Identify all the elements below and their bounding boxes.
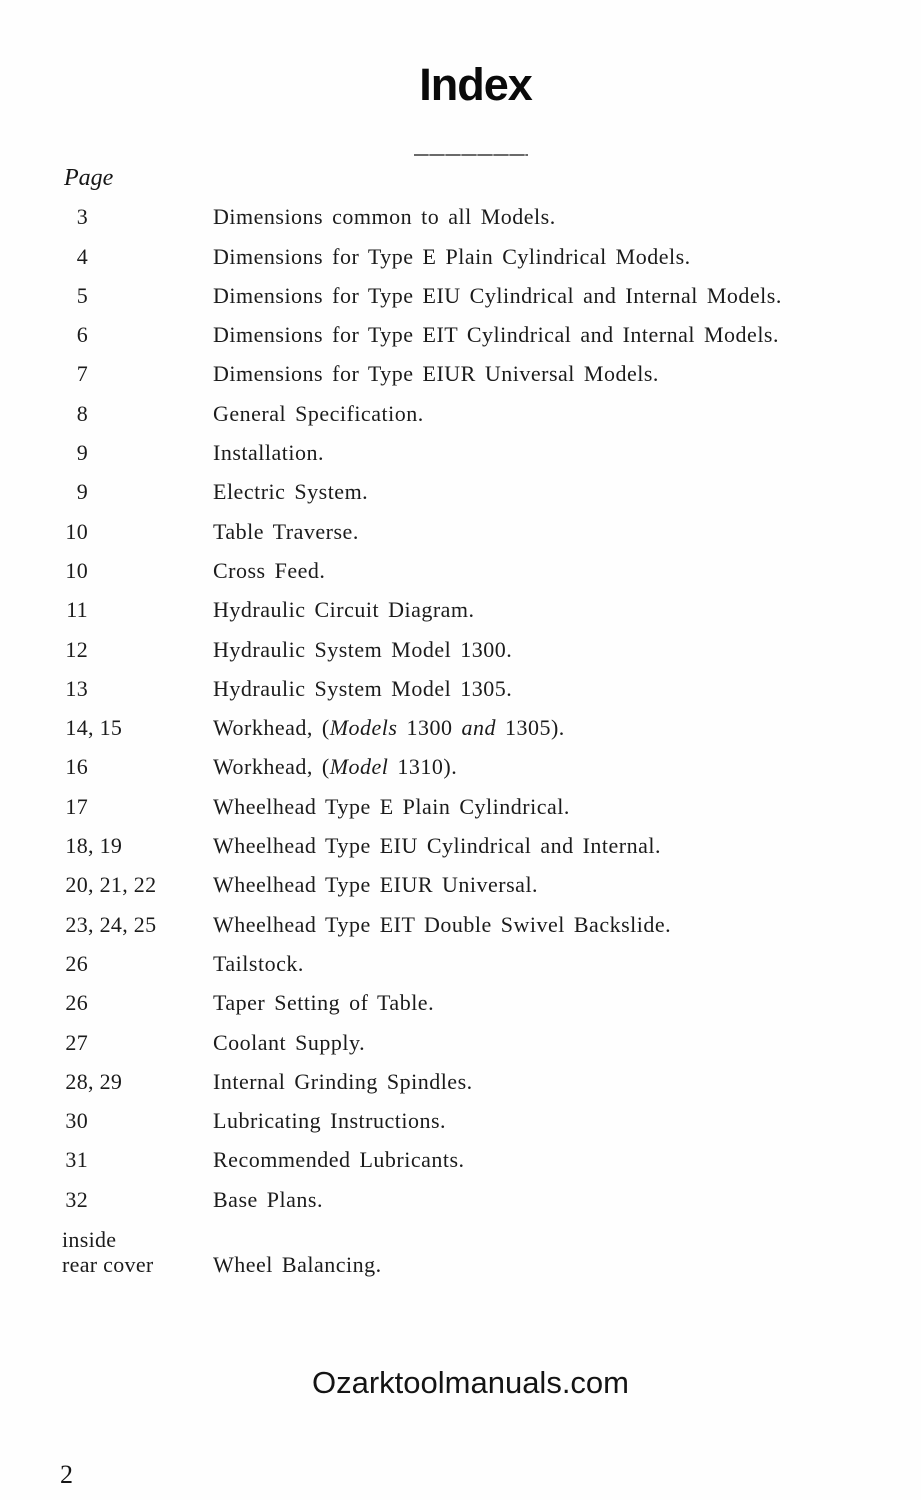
entry-pages: 20, 21, 22 <box>65 872 157 898</box>
index-entry <box>62 1188 881 1212</box>
title-divider <box>414 154 528 156</box>
entry-title: Tailstock. <box>213 950 304 976</box>
entry-title: Workhead, (Models 1300 and 1305). <box>213 715 565 741</box>
index-entry <box>62 638 881 662</box>
index-entry <box>62 598 881 622</box>
index-entry <box>62 205 881 229</box>
entry-pages: 16 <box>65 754 88 780</box>
entry-title: Hydraulic Circuit Diagram. <box>213 597 475 623</box>
index-list <box>0 205 921 1277</box>
index-entry <box>62 284 881 308</box>
entry-pages: 5 <box>76 282 88 308</box>
entry-title: Recommended Lubricants. <box>213 1147 465 1173</box>
entry-title: Cross Feed. <box>213 557 326 583</box>
entry-title: Workhead, (Model 1310). <box>213 754 458 780</box>
index-entry <box>62 245 881 269</box>
watermark-text: Ozarktoolmanuals.com <box>311 1365 629 1400</box>
entry-pages: 18, 19 <box>65 833 123 859</box>
index-entry <box>62 1109 881 1133</box>
entry-title: Wheelhead Type E Plain Cylindrical. <box>213 793 570 819</box>
entry-title: Internal Grinding Spindles. <box>213 1068 473 1094</box>
entry-pages: 32 <box>65 1186 88 1212</box>
entry-pages: 9 <box>76 479 88 505</box>
entry-pages: 3 <box>76 204 88 230</box>
index-entry <box>62 480 881 504</box>
entry-title: Hydraulic System Model 1305. <box>213 675 513 701</box>
entry-pages: 14, 15 <box>65 715 123 741</box>
entry-pages: 28, 29 <box>65 1068 123 1094</box>
index-entry <box>62 716 881 740</box>
entry-pages: 7 <box>76 361 88 387</box>
index-entry <box>62 362 881 386</box>
entry-title: General Specification. <box>213 400 424 426</box>
index-entry <box>62 873 881 897</box>
index-entry <box>62 559 881 583</box>
entry-title: Dimensions for Type EIUR Universal Models. <box>213 361 659 387</box>
entry-pages: 26 <box>65 950 88 976</box>
index-entry <box>62 1070 881 1094</box>
index-entry <box>62 441 881 465</box>
index-entry <box>62 1031 881 1055</box>
entry-pages: 10 <box>65 557 88 583</box>
entry-pages: 17 <box>65 793 88 819</box>
entry-title: Electric System. <box>213 479 369 505</box>
page-title: Index <box>419 59 532 110</box>
page-number: 2 <box>60 1460 73 1489</box>
entry-title: Taper Setting of Table. <box>213 990 435 1016</box>
entry-pages: 12 <box>65 636 88 662</box>
entry-pages: 8 <box>76 400 88 426</box>
entry-pages: inside rear cover <box>62 1227 154 1278</box>
entry-title: Dimensions for Type E Plain Cylindrical Models. <box>213 243 691 269</box>
entry-title: Wheelhead Type EIU Cylindrical and Internal. <box>213 833 662 859</box>
entry-pages: 13 <box>65 675 88 701</box>
index-entry <box>62 795 881 819</box>
entry-pages: 6 <box>76 322 88 348</box>
page-column-header: Page <box>64 165 114 191</box>
index-entry <box>62 913 881 937</box>
index-entry <box>62 952 881 976</box>
entry-title: Lubricating Instructions. <box>213 1108 447 1134</box>
entry-pages: 31 <box>65 1147 88 1173</box>
entry-pages: 30 <box>65 1108 88 1134</box>
entry-title: Coolant Supply. <box>213 1029 366 1055</box>
entry-pages: 11 <box>66 597 88 623</box>
entry-title: Dimensions for Type EIT Cylindrical and Internal Models. <box>213 322 779 348</box>
entry-pages: 23, 24, 25 <box>65 911 157 937</box>
index-entry <box>62 520 881 544</box>
entry-pages: 27 <box>65 1029 88 1055</box>
entry-pages: 4 <box>76 243 88 269</box>
entry-title: Hydraulic System Model 1300. <box>213 636 513 662</box>
entry-title: Wheelhead Type EIT Double Swivel Backslide. <box>213 911 672 937</box>
entry-title: Dimensions common to all Models. <box>213 204 556 230</box>
entry-title: Wheelhead Type EIUR Universal. <box>213 872 539 898</box>
index-entry <box>62 323 881 347</box>
index-entry <box>62 991 881 1015</box>
index-entry <box>62 1148 881 1172</box>
entry-pages: 26 <box>65 990 88 1016</box>
entry-pages: 9 <box>76 440 88 466</box>
entry-title: Installation. <box>213 440 324 466</box>
entry-title: Base Plans. <box>213 1186 323 1212</box>
index-entry <box>62 834 881 858</box>
entry-title: Dimensions for Type EIU Cylindrical and Internal Models. <box>213 282 782 308</box>
index-entry <box>62 1227 881 1277</box>
entry-pages: 10 <box>65 518 88 544</box>
index-entry <box>62 677 881 701</box>
entry-title: Table Traverse. <box>213 518 359 544</box>
index-entry <box>62 402 881 426</box>
entry-title: Wheel Balancing. <box>213 1252 382 1278</box>
index-entry <box>62 755 881 779</box>
